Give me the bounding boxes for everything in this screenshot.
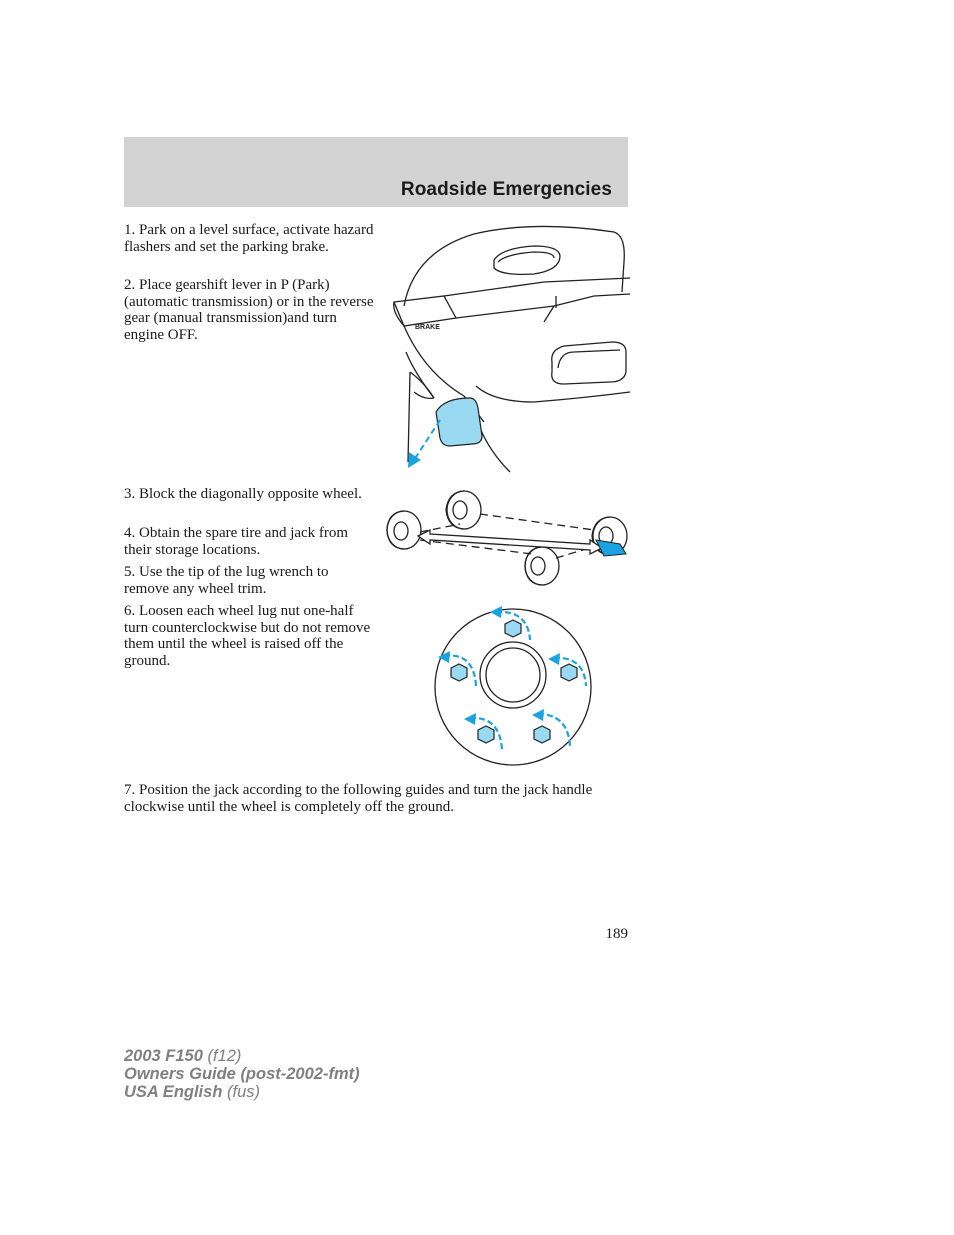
step-3: 3. Block the diagonally opposite wheel.: [124, 486, 362, 502]
lug-nut-wheel-illustration: [430, 600, 596, 770]
lug-nut-icon: [505, 620, 521, 637]
section-header-band: [124, 137, 628, 207]
wheel-blocking-illustration: [384, 488, 630, 586]
counterclockwise-arrow-icon: [464, 713, 476, 725]
lug-nut-icon: [561, 664, 577, 681]
wheel-front-right-icon: [525, 547, 559, 585]
brake-pedal-label: BRAKE: [415, 324, 440, 331]
release-arrow-icon: [408, 452, 421, 468]
counterclockwise-arrow-icon: [548, 653, 560, 665]
footer-line-3: USA English (fus): [124, 1083, 260, 1101]
wheel-chock-icon: [596, 540, 626, 556]
wheel-rear-left-icon: [446, 491, 481, 529]
hub-outer: [480, 642, 546, 708]
counterclockwise-arrow-icon: [532, 709, 544, 721]
step-7: 7. Position the jack according to the following guides and turn the jack handle clockwise until the wheel is completely off the ground.: [124, 782, 593, 815]
step-5: 5. Use the tip of the lug wrench to remove any wheel trim.: [124, 564, 329, 597]
footer-line-1: 2003 F150 (f12): [124, 1047, 242, 1065]
section-title: Roadside Emergencies: [400, 179, 612, 200]
footer-line-2: Owners Guide (post-2002-fmt): [124, 1065, 360, 1083]
diagonal-arrow-icon: [418, 530, 602, 554]
step-4: 4. Obtain the spare tire and jack from their storage locations.: [124, 525, 349, 558]
wheel-front-left-icon: [387, 511, 421, 549]
step-6: 6. Loosen each wheel lug nut one-half turn counterclockwise but do not remove them until the wheel is raised off the ground.: [124, 603, 371, 669]
hub-inner: [486, 648, 540, 702]
step-2: 2. Place gearshift lever in P (Park) (automatic transmission) or in the reverse gear (manual transmission)and turn engine OFF.: [124, 277, 374, 343]
page-number: 189: [605, 926, 628, 942]
lug-nut-icon: [534, 726, 550, 743]
counterclockwise-arrow-icon: [490, 606, 502, 618]
brake-pedal-highlight: [436, 398, 482, 446]
lug-nut-icon: [451, 664, 467, 681]
parking-brake-illustration: [384, 222, 630, 474]
document-footer: [124, 1047, 360, 1101]
lug-nut-icon: [478, 726, 494, 743]
step-1: 1. Park on a level surface, activate hazard flashers and set the parking brake.: [124, 222, 374, 255]
